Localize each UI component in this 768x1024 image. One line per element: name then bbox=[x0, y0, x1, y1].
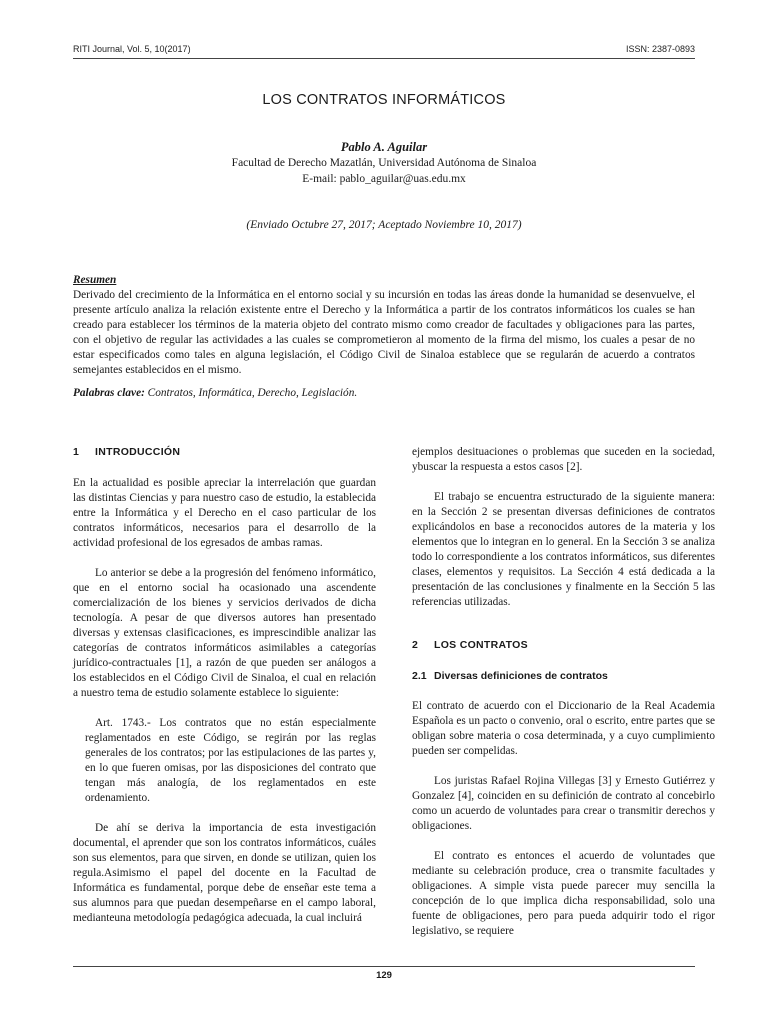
author-affiliation: Facultad de Derecho Mazatlán, Universidad Autónoma de Sinaloa bbox=[231, 157, 537, 169]
submission-dates: (Enviado Octubre 27, 2017; Aceptado Noviembre 10, 2017) bbox=[246, 219, 522, 231]
subsection-number: 2.1 bbox=[412, 670, 427, 682]
subsection-title: Diversas definiciones de contratos bbox=[434, 670, 608, 682]
paragraph: En la actualidad es posible apreciar la interrelación que guardan las distintas Ciencias y para nuestro caso de estudio, la establecida entre la Informática y el Derecho en el caso particular de los contratos informáticos, necesarios para el desarrollo de la actividad profesional de los egresados de ambas ramas. bbox=[73, 477, 376, 549]
keywords-label: Palabras clave: bbox=[73, 387, 145, 399]
header-divider bbox=[73, 58, 695, 59]
left-column bbox=[73, 445, 376, 941]
section-number: 2 bbox=[412, 639, 419, 651]
paragraph: Los juristas Rafael Rojina Villegas [3] y Ernesto Gutiérrez y Gonzalez [4], coinciden en su definición de contrato al concebirlo como un acuerdo de voluntades para crear o transmitir derechos y obligaciones. bbox=[412, 775, 715, 832]
abstract-text: Derivado del crecimiento de la Informática en el entorno social y su incursión en todas las áreas donde la humanidad se desenvuelve, el presente artículo analiza la relación existente entre el Derecho y la Informática a partir de los contratos informáticos los cuales se han creado para establecer los términos de la materia objeto del contrato mismo como creador de facultades y obligaciones para las partes, con el objetivo de regular las actividades a las cuales se comprometieron al momento de la firma del mismo, los cuales a pesar de no estar especificados como tales en alguna legislación, el Código Civil de Sinaloa establece que se regularán de acuerdo a contratos semejantes establecidos en el mismo. bbox=[73, 289, 695, 376]
paragraph: Lo anterior se debe a la progresión del fenómeno informático, que en el entorno social ha ocasionado una ascendente comercialización de los bienes y servicios derivados de dicha tecnología. A pesar de que diversos autores han presentado diversas y extensas clasificaciones, es imprescindible analizar las categorías de contratos informáticos asimilables a categorías jurídico-contractuales [1], a razón de que pueden ser análogos a los establecidos en el Código Civil de Sinaloa, el cual en relación a nuestro tema de estudio solamente establece lo siguiente: bbox=[73, 567, 376, 699]
paragraph: El contrato es entonces el acuerdo de voluntades que mediante su celebración produce, crea o transmite facultades y obligaciones. A simple vista puede parecer muy sencilla la concepción de lo que implica dicha responsabilidad, solo una fuente de obligaciones, pero para pueda adquirir todo el rigor legislativo, se requiere bbox=[412, 850, 715, 937]
right-column bbox=[412, 445, 715, 954]
journal-citation: RITI Journal, Vol. 5, 10(2017) bbox=[73, 44, 191, 54]
keywords bbox=[73, 387, 695, 399]
running-header bbox=[73, 44, 695, 58]
paragraph: De ahí se deriva la importancia de esta investigación documental, el aprender que son los contratos informáticos, cuáles son sus elementos, para que sirven, en donde se utilizan, quien los regula.Asimismo el papel del docente en la Facultad de Informática es fundamental, porque debe de enseñar este tema a sus alumnos para que puedan desempeñarse en el campo laboral, medianteuna metodología pedagógica adecuada, la cual incluirá bbox=[73, 822, 376, 924]
section-title: LOS CONTRATOS bbox=[434, 639, 528, 651]
author-name: Pablo A. Aguilar bbox=[340, 140, 428, 154]
page-number: 129 bbox=[376, 970, 392, 981]
legal-quote: Art. 1743.- Los contratos que no están especialmente reglamentados en este Código, se regirán por las reglas generales de los contratos; por las estipulaciones de las partes y, en lo que fueren omisas, por las disposiciones del contrato que tengan más analogía, de los reglamentados en este ordenamiento. bbox=[85, 717, 376, 804]
author-block bbox=[0, 139, 768, 187]
section-title: INTRODUCCIÓN bbox=[95, 446, 181, 458]
section-heading-introduccion bbox=[73, 445, 376, 460]
footer-divider bbox=[73, 966, 695, 967]
paragraph: El contrato de acuerdo con el Diccionario de la Real Academia Española es un pacto o convenio, oral o escrito, entre partes que se obligan sobre materia o cosa determinada, y a cuyo cumplimiento pueden ser compelidas. bbox=[412, 700, 715, 757]
issn: ISSN: 2387-0893 bbox=[625, 44, 695, 54]
abstract bbox=[73, 273, 695, 378]
author-email: E-mail: pablo_aguilar@uas.edu.mx bbox=[302, 173, 466, 185]
paper-title: LOS CONTRATOS INFORMÁTICOS bbox=[262, 92, 506, 108]
section-heading-contratos bbox=[412, 638, 715, 653]
paragraph: ejemplos desituaciones o problemas que suceden en la sociedad, ybuscar la respuesta a estos casos [2]. bbox=[412, 446, 715, 473]
section-number: 1 bbox=[73, 446, 80, 458]
abstract-heading: Resumen bbox=[73, 274, 117, 286]
keywords-text: Contratos, Informática, Derecho, Legislación. bbox=[147, 387, 358, 399]
paragraph: El trabajo se encuentra estructurado de la siguiente manera: en la Sección 2 se presentan diversas definiciones de contratos explicándolos en base a reconocidos autores de la materia y los elementos que lo integran en lo general. En la Sección 3 se analiza todo lo correspondiente a los contratos informáticos, sus diferentes clases, elementos y requisitos. La Sección 4 está dedicada a la presentación de las conclusiones y finalmente en la Sección 5 las referencias utilizadas. bbox=[412, 491, 715, 608]
subsection-heading bbox=[412, 669, 715, 684]
